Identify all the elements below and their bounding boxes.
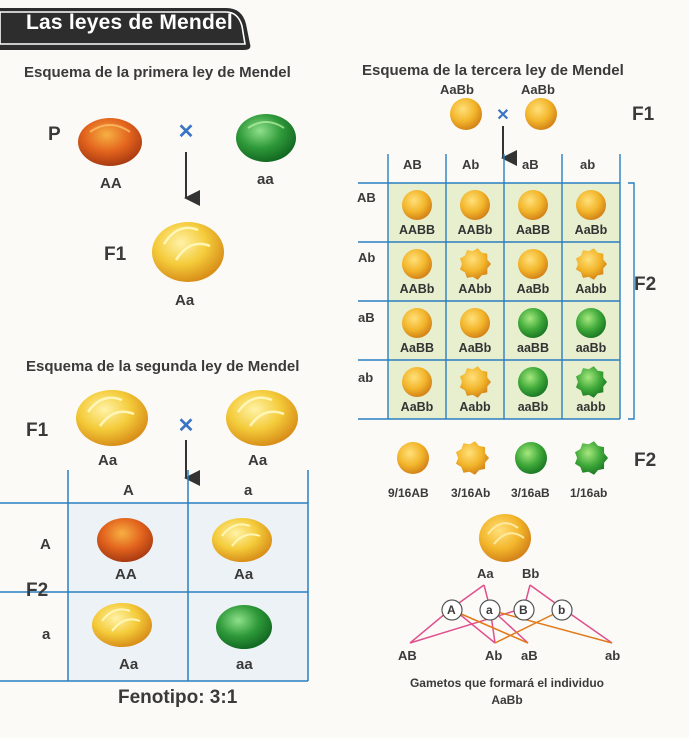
seed-yellow-round-ratio [397, 442, 429, 474]
parent1-genotype: AA [100, 175, 122, 192]
row-header: aB [358, 310, 375, 325]
gamete-lines [410, 585, 612, 643]
cell-genotype: AaBB [399, 341, 435, 355]
seed-green-round [518, 367, 548, 397]
punnett-grid-2x2 [0, 470, 308, 681]
row-header: AB [357, 190, 376, 205]
seed-yellow-round [518, 249, 548, 279]
seed-yellow-round [460, 190, 490, 220]
gamete-label: AB [398, 648, 417, 663]
cell-genotype: AA [115, 566, 137, 583]
cross-icon [496, 107, 509, 124]
pea-yellow-f1 [152, 222, 224, 282]
cell-genotype: AaBb [458, 341, 492, 355]
gamete-label: aB [521, 648, 538, 663]
cell-genotype: aaBb [517, 400, 549, 414]
svg-text:✕: ✕ [177, 121, 195, 143]
phenotype-ratio: Fenotipo: 3:1 [118, 687, 238, 708]
cell-genotype: Aa [234, 566, 254, 583]
pea-orange-cell-aa [97, 518, 153, 562]
ratio-label: 1/16ab [570, 486, 608, 500]
f1-label: F1 [26, 420, 49, 441]
cell-genotype: aaBb [575, 341, 607, 355]
second-law-title: Esquema de la segunda ley de Mendel [26, 358, 300, 375]
allele-b-upper: B [519, 603, 528, 617]
allele-circles [442, 600, 572, 620]
cell-genotype: AABb [457, 223, 493, 237]
seed-green-round-ratio [515, 442, 547, 474]
row-header: ab [358, 370, 374, 385]
pea-yellow-f1-right [226, 390, 298, 446]
seed-green-round [518, 308, 548, 338]
parent1-genotype: Aa [98, 452, 118, 469]
allele-b-lower: b [558, 603, 566, 617]
parent2-genotype: AaBb [521, 82, 555, 97]
svg-text:✕: ✕ [177, 415, 195, 437]
parent2-genotype: aa [257, 171, 274, 188]
ratio-label: 3/16Ab [451, 486, 491, 500]
f2-label: F2 [634, 274, 657, 295]
f1-label: F1 [104, 244, 127, 265]
pea-yellow-individual [479, 514, 531, 562]
cell-genotype: Aa [119, 656, 139, 673]
cell-genotype: Aabb [459, 400, 491, 414]
gamete-label: Ab [485, 648, 503, 663]
cell-genotype: AAbb [458, 282, 492, 296]
cell-genotype: AaBB [515, 223, 551, 237]
cell-genotype: Aabb [575, 282, 607, 296]
gametes-caption-genotype: AaBb [491, 693, 523, 707]
col-header: A [123, 482, 134, 499]
third-law-title: Esquema de la tercera ley de Mendel [362, 62, 624, 79]
allele-pair-2: Bb [522, 566, 540, 581]
seed-yellow-round [402, 367, 432, 397]
seed-yellow-round [402, 249, 432, 279]
pea-green-aa-parent [236, 114, 296, 162]
col-header: aB [522, 157, 539, 172]
seed-yellow-wrinkled-ratio [456, 441, 489, 474]
gamete-label: ab [605, 648, 621, 663]
col-header: AB [403, 157, 422, 172]
row-header: A [40, 536, 51, 553]
cell-genotype: AaBb [574, 223, 608, 237]
col-header: ab [580, 157, 596, 172]
first-law-title: Esquema de la primera ley de Mendel [24, 64, 291, 81]
cross-icon [178, 121, 195, 143]
seed-yellow-parent-right [525, 98, 557, 130]
svg-text:✕: ✕ [496, 107, 510, 124]
allele-a-upper: A [447, 603, 456, 617]
cross-icon [178, 415, 195, 437]
p-generation-label: P [48, 124, 61, 145]
seed-yellow-round [460, 308, 490, 338]
cell-genotype: aa [236, 656, 253, 673]
pea-green-cell-aa [216, 605, 272, 649]
ratio-label: 9/16AB [388, 486, 429, 500]
seed-yellow-round [518, 190, 548, 220]
pea-yellow-f1-left [76, 390, 148, 446]
cell-genotype: aaBB [517, 341, 549, 355]
f2-label: F2 [26, 580, 49, 601]
cell-genotype: AABB [398, 223, 436, 237]
allele-a-lower: a [486, 603, 493, 617]
seed-green-round [576, 308, 606, 338]
cell-genotype: AaBb [516, 282, 550, 296]
parent2-genotype: Aa [248, 452, 268, 469]
seed-yellow-round [576, 190, 606, 220]
f1-genotype: Aa [175, 292, 195, 309]
cell-genotype: AaBb [400, 400, 434, 414]
f2-ratios-label: F2 [634, 450, 657, 471]
cell-genotype: aabb [576, 400, 606, 414]
row-header: a [42, 626, 51, 643]
seed-green-wrinkled-ratio [575, 441, 608, 474]
cell-genotype: AABb [399, 282, 435, 296]
seed-yellow-round [402, 308, 432, 338]
col-header: a [244, 482, 253, 499]
row-header: Ab [358, 250, 376, 265]
ratio-label: 3/16aB [511, 486, 550, 500]
pea-yellow-orange-aa-parent [78, 118, 142, 166]
allele-pair-1: Aa [477, 566, 494, 581]
parent1-genotype: AaBb [440, 82, 474, 97]
page-title: Las leyes de Mendel [26, 11, 233, 34]
col-header: Ab [462, 157, 480, 172]
seed-yellow-parent-left [450, 98, 482, 130]
seed-yellow-round [402, 190, 432, 220]
f1-label: F1 [632, 104, 655, 125]
gametes-caption: Gametos que formará el individuo [409, 676, 605, 690]
pea-yellow-cell-aa-2 [92, 603, 152, 647]
pea-yellow-cell-aa-1 [212, 518, 272, 562]
